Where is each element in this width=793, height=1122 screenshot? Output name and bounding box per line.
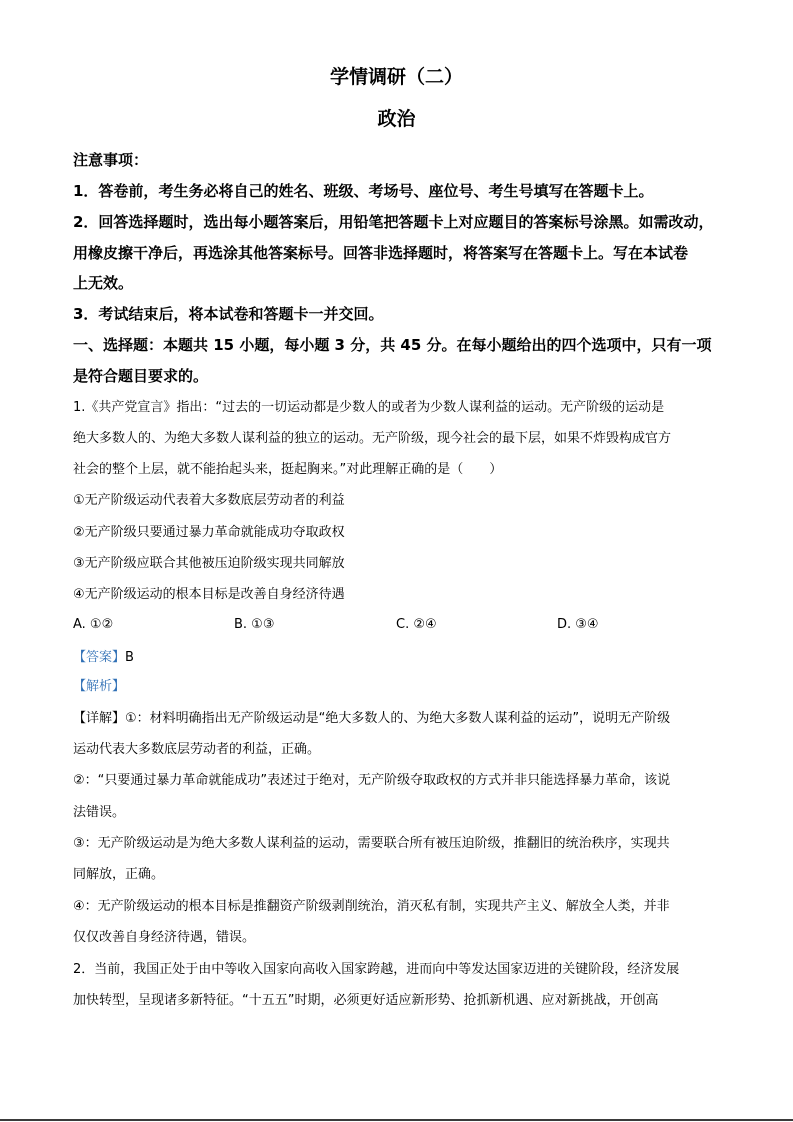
q1-statement: ②无产阶级只要通过暴力革命就能成功夺取政权	[73, 525, 345, 540]
q1-statement: ④无产阶级运动的根本目标是改善自身经济待遇	[73, 587, 345, 602]
note-item-1: 1．答卷前，考生务必将自己的姓名、班级、考场号、座位号、考生号填写在答题卡上。	[73, 182, 654, 200]
q1-stem-line1: 1.《共产党宣言》指出：“过去的一切运动都是少数人的或者为少数人谋利益的运动。无产阶级的运动是	[73, 400, 665, 415]
exam-title: 学情调研（二）	[329, 66, 463, 88]
note-item-2-line3: 上无效。	[73, 274, 134, 292]
q1-statement: ①无产阶级运动代表着大多数底层劳动者的利益	[73, 493, 345, 508]
subject-title: 政治	[377, 108, 416, 130]
q1-option-d: D. ③④	[557, 617, 599, 632]
q1-option-c: C. ②④	[396, 617, 437, 632]
detail-line: 法错误。	[73, 805, 126, 820]
q1-stem-line3: 社会的整个上层，就不能抬起头来，挺起胸来。”对此理解正确的是（ ）	[73, 462, 503, 477]
detail-line: ②：“只要通过暴力革命就能成功”表述过于绝对，无产阶级夺取政权的方式并非只能选择暴力革命，该说	[73, 773, 671, 788]
answer-tag: 【答案】	[73, 650, 126, 665]
q1-statement: ③无产阶级应联合其他被压迫阶级实现共同解放	[73, 556, 345, 571]
q1-option-b: B. ①③	[234, 617, 275, 632]
q2-stem-line1: 2．当前，我国正处于由中等收入国家向高收入国家跨越，进而向中等发达国家迈进的关键阶段，经济发展	[73, 962, 680, 977]
section-heading-line1: 一、选择题：本题共 15 小题，每小题 3 分，共 45 分。在每小题给出的四个选项中，只有一项	[73, 336, 712, 354]
detail-line: 同解放，正确。	[73, 867, 165, 882]
notes-heading: 注意事项：	[73, 151, 149, 169]
note-item-2-line1: 2．回答选择题时，选出每小题答案后，用铅笔把答题卡上对应题目的答案标号涂黑。如需改动，	[73, 213, 714, 231]
answer-line	[73, 648, 134, 668]
page-bottom-divider	[0, 1119, 793, 1121]
q1-option-a: A. ①②	[73, 617, 114, 632]
q2-stem-line2: 加快转型，呈现诸多新特征。“十五五”时期，必须更好适应新形势、抢抓新机遇、应对新挑战，开创高	[73, 993, 659, 1008]
q1-stem-line2: 绝大多数人的、为绝大多数人谋利益的独立的运动。无产阶级，现今社会的最下层，如果不炸毁构成官方	[73, 431, 672, 446]
note-item-3: 3．考试结束后，将本试卷和答题卡一并交回。	[73, 305, 384, 323]
detail-line: 仅仅改善自身经济待遇，错误。	[73, 930, 256, 945]
detail-line: ④：无产阶级运动的根本目标是推翻资产阶级剥削统治，消灭私有制，实现共产主义、解放全人类，并非	[73, 899, 670, 914]
detail-line: 【详解】①：材料明确指出无产阶级运动是“绝大多数人的、为绝大多数人谋利益的运动”，说明无产阶级	[73, 711, 671, 726]
answer-value: B	[125, 650, 134, 665]
detail-line: ③：无产阶级运动是为绝大多数人谋利益的运动，需要联合所有被压迫阶级，推翻旧的统治秩序，实现共	[73, 836, 670, 851]
analysis-tag: 【解析】	[73, 679, 126, 694]
detail-line: 运动代表大多数底层劳动者的利益，正确。	[73, 742, 321, 757]
note-item-2-line2: 用橡皮擦干净后，再选涂其他答案标号。回答非选择题时，将答案写在答题卡上。写在本试卷	[73, 244, 689, 262]
section-heading-line2: 是符合题目要求的。	[73, 367, 209, 385]
